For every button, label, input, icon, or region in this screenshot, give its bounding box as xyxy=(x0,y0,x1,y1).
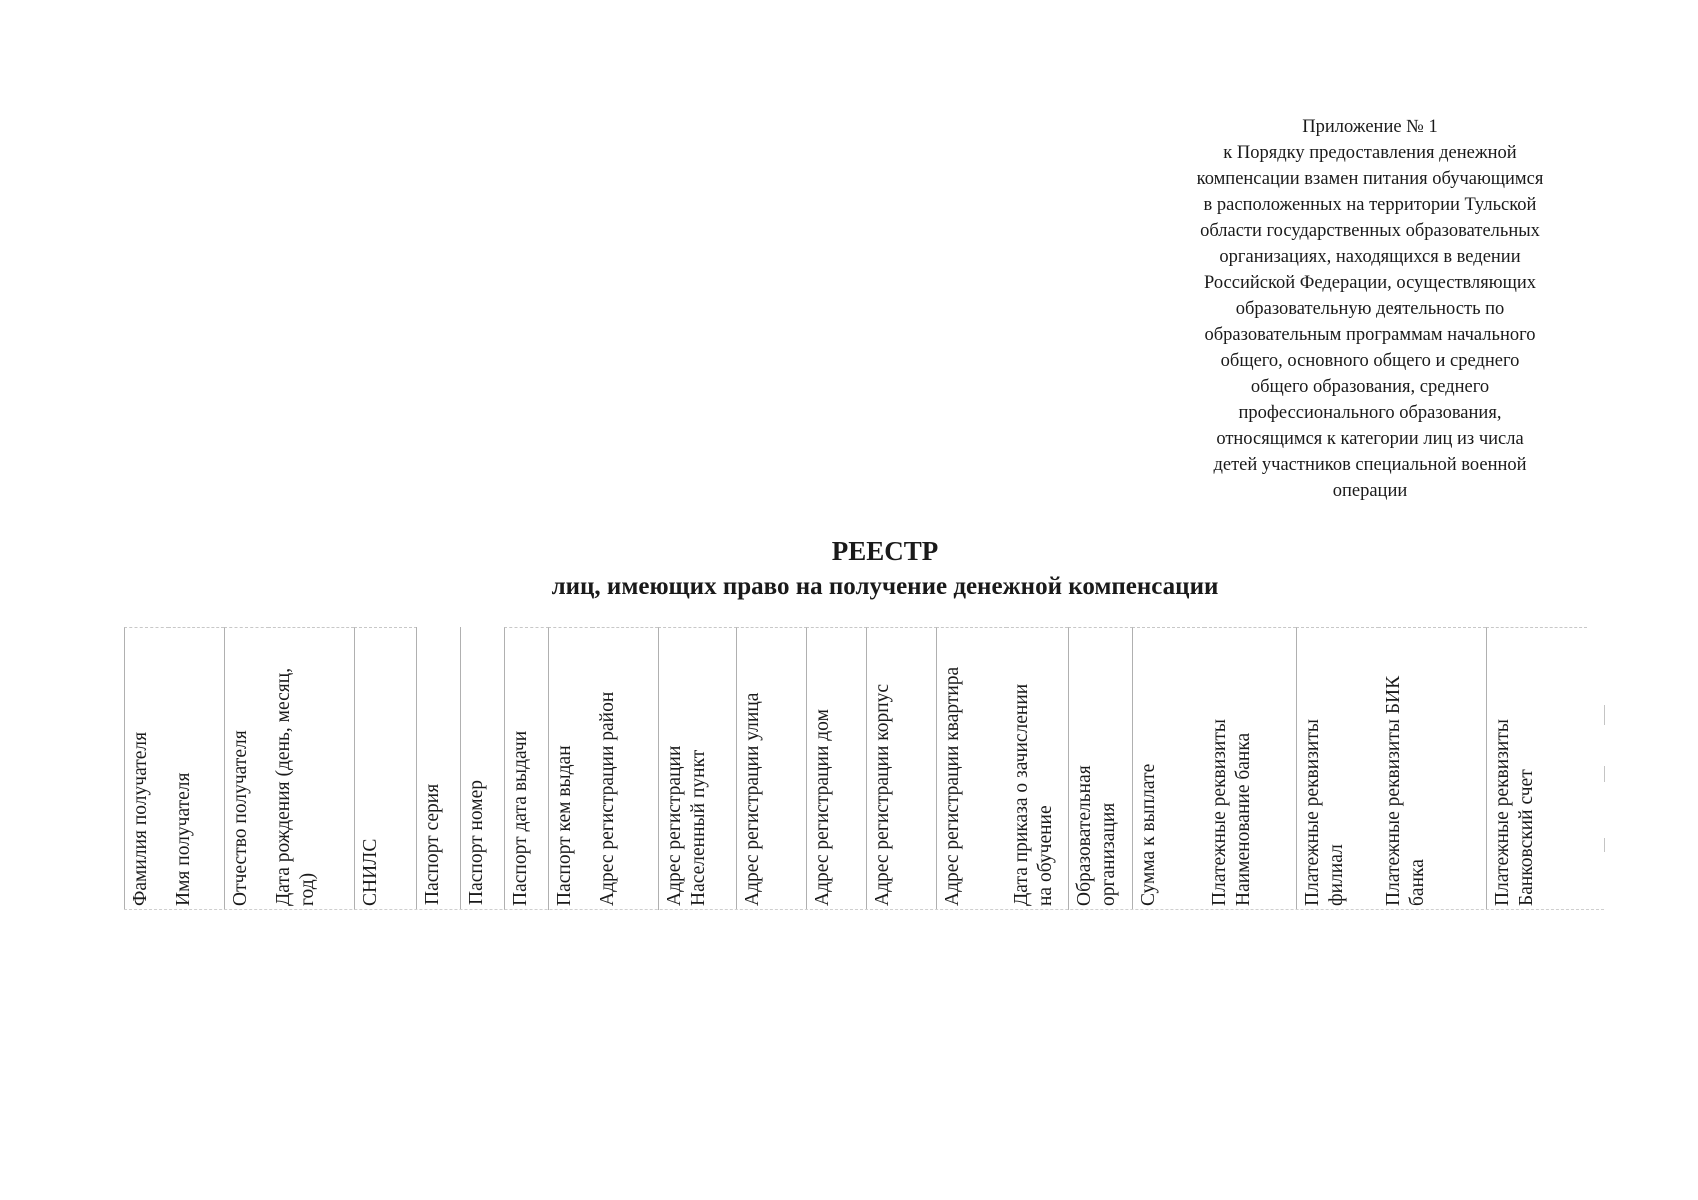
column-header-line: год) xyxy=(297,872,318,906)
column-header-line: Сумма к выплате xyxy=(1138,763,1159,906)
appendix-line: детей участников специальной военной xyxy=(1213,455,1527,475)
appendix-line: области государственных образовательных xyxy=(1200,221,1540,241)
column-header-12 xyxy=(736,627,807,910)
column-header-label xyxy=(229,730,253,906)
column-header-line: Адрес регистрации район xyxy=(597,691,618,906)
column-header-10 xyxy=(592,627,658,910)
appendix-line: Приложение № 1 xyxy=(1302,117,1438,137)
column-header-5 xyxy=(354,627,417,910)
column-header-20 xyxy=(1296,627,1379,910)
column-header-line: Адрес регистрации квартира xyxy=(942,666,963,906)
column-header-line: Адрес регистрации дом xyxy=(812,709,833,906)
column-header-14 xyxy=(866,627,937,910)
column-header-label xyxy=(871,684,895,906)
column-header-line: Паспорт кем выдан xyxy=(554,745,575,906)
appendix-line: в расположенных на территории Тульской xyxy=(1203,195,1537,215)
column-header-line: Образовательная xyxy=(1074,765,1095,906)
column-header-1 xyxy=(124,627,169,910)
column-header-label xyxy=(1073,765,1121,906)
table-divider xyxy=(124,909,1604,910)
column-header-4 xyxy=(268,627,354,910)
column-header-line: Адрес регистрации xyxy=(664,745,685,906)
column-header-9 xyxy=(548,627,593,910)
column-header-line: банка xyxy=(1407,859,1428,906)
column-header-line: Населенный пункт xyxy=(688,749,709,906)
column-header-line: Фамилия получателя xyxy=(130,731,151,906)
scan-mark xyxy=(1604,705,1605,725)
column-header-line: Паспорт дата выдачи xyxy=(510,730,531,906)
column-header-3 xyxy=(224,627,269,910)
column-header-label xyxy=(553,745,577,906)
column-header-7 xyxy=(460,627,505,909)
document-title: РЕЕСТР xyxy=(831,536,939,566)
column-header-label xyxy=(509,731,533,906)
scan-mark xyxy=(1604,766,1605,782)
appendix-line: Российской Федерации, осуществляющих xyxy=(1203,273,1536,293)
appendix-line: профессионального образования, xyxy=(1238,403,1502,423)
appendix-line: организациях, находящихся в ведении xyxy=(1219,247,1521,267)
appendix-line: образовательным программам начального xyxy=(1204,325,1536,345)
column-header-label xyxy=(421,784,445,905)
column-header-label xyxy=(129,732,153,906)
column-header-label xyxy=(359,839,383,906)
scan-mark xyxy=(1604,838,1605,852)
column-header-18 xyxy=(1132,627,1205,910)
column-header-8 xyxy=(504,627,549,910)
appendix-line: компенсации взамен питания обучающимся xyxy=(1196,169,1544,189)
column-header-17 xyxy=(1068,627,1133,910)
document-subtitle: лиц, имеющих право на получение денежной компенсации xyxy=(551,573,1219,600)
appendix-line: относящимся к категории лиц из числа xyxy=(1216,429,1524,449)
appendix-line: образовательную деятельность по xyxy=(1235,299,1505,319)
column-header-line: Банковский счет xyxy=(1516,769,1537,906)
column-header-label xyxy=(811,709,835,906)
column-header-line: Паспорт номер xyxy=(466,779,487,905)
column-header-label xyxy=(1137,764,1161,906)
column-header-line: Платежные реквизиты xyxy=(1209,719,1230,906)
column-header-label xyxy=(663,746,711,906)
column-header-label xyxy=(596,692,620,906)
column-header-line: на обучение xyxy=(1035,805,1056,906)
column-header-label xyxy=(1491,719,1539,906)
column-header-line: СНИЛС xyxy=(360,838,381,906)
appendix-line: к Порядку предоставления денежной xyxy=(1223,143,1517,163)
appendix-line: общего, основного общего и среднего xyxy=(1220,351,1520,371)
column-header-line: Паспорт серия xyxy=(422,783,443,905)
column-header-line: Адрес регистрации корпус xyxy=(872,683,893,906)
column-header-line: Отчество получателя xyxy=(230,730,251,906)
column-header-22 xyxy=(1486,627,1587,910)
column-header-label xyxy=(1010,684,1058,906)
column-header-line: Дата приказа о зачислении xyxy=(1011,683,1032,906)
column-header-15 xyxy=(936,627,1007,910)
column-header-13 xyxy=(806,627,867,910)
column-header-label xyxy=(1382,676,1430,906)
column-header-6 xyxy=(416,627,461,909)
column-header-line: филиал xyxy=(1326,844,1347,906)
appendix-line: операции xyxy=(1332,481,1408,501)
column-header-label xyxy=(1208,719,1256,906)
column-header-19 xyxy=(1204,627,1296,910)
column-header-label xyxy=(272,668,320,906)
column-header-11 xyxy=(658,627,737,910)
column-header-label xyxy=(1301,719,1349,906)
appendix-block xyxy=(1150,114,1590,504)
column-header-line: Наименование банка xyxy=(1233,732,1254,906)
column-header-line: Платежные реквизиты xyxy=(1302,719,1323,906)
column-header-label xyxy=(741,693,765,906)
column-header-2 xyxy=(168,627,224,910)
column-header-line: Дата рождения (день, месяц, xyxy=(273,667,294,906)
column-header-21 xyxy=(1378,627,1486,910)
column-header-line: организация xyxy=(1098,802,1119,906)
column-header-line: Имя получателя xyxy=(173,772,194,906)
column-header-label xyxy=(172,772,196,906)
column-header-16 xyxy=(1006,627,1068,910)
column-header-label xyxy=(465,780,489,905)
appendix-line: общего образования, среднего xyxy=(1250,377,1490,397)
column-header-line: Платежные реквизиты БИК xyxy=(1383,675,1404,906)
column-header-line: Платежные реквизиты xyxy=(1492,719,1513,906)
column-header-label xyxy=(941,667,965,906)
column-header-line: Адрес регистрации улица xyxy=(742,692,763,906)
